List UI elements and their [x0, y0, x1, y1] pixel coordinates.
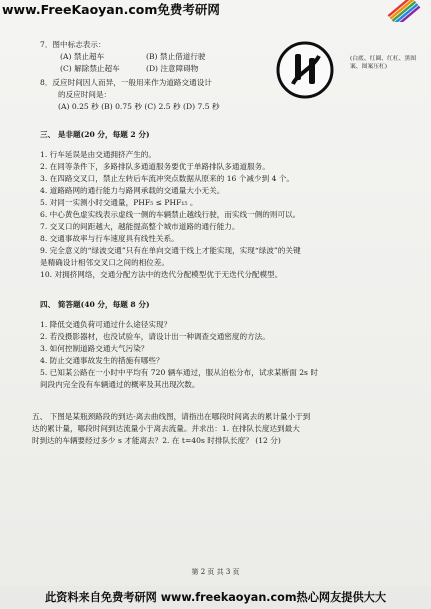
- sec4-item-5: 5. 已知某公路在一小时中平均有 720 辆车通过，服从泊松分布，试求某断面 2s 时: [40, 368, 318, 377]
- sign-caption: (白底、红圈、红杠、黑图案、图案压杠): [350, 56, 417, 70]
- sec5-line2: 达的累计量，哪段时间到达流量小于离去流量。并求出：1. 在排队长度达到最大: [32, 424, 300, 433]
- q7-option-c: (C) 解除禁止超车: [60, 64, 120, 73]
- q8-line1: 8．反应时间因人而异，一般用来作为道路交通设计: [40, 78, 212, 87]
- site-logo-icon: [385, 0, 425, 22]
- sec3-item-9: 9. 完全意义的“绿波交通”只有在单向交通干线上才能实现，实现“绿波”的关键: [40, 246, 301, 255]
- sec3-item-9-cont: 是精确设计相邻交叉口之间的相位差。: [40, 258, 170, 267]
- sec3-item-6: 6. 中心黄色虚实线表示虚线一侧的车辆禁止越线行驶，而实线一侧的则可以。: [40, 210, 301, 219]
- sec3-item-7: 7. 交叉口的间距越大，越能提高整个城市道路的通行能力。: [40, 222, 240, 231]
- sec4-item-3: 3. 如何控制道路交通大气污染？: [40, 344, 149, 353]
- site-watermark-header: [0, 0, 431, 20]
- section3-title: 三、 是非题(20 分，每题 2 分): [40, 130, 150, 139]
- sec3-item-3: 3. 在四路交叉口，禁止左转后车流冲突点数据从原来的 16 个减少到 4 个。: [40, 174, 295, 183]
- page-number: 第 2 页 共 3 页: [191, 568, 240, 576]
- sec4-item-1: 1. 降低交通负荷可通过什么途径实现？: [40, 320, 172, 329]
- sec3-item-4: 4. 道路路网的通行能力与路网承载的交通量大小无关。: [40, 186, 225, 195]
- q7-option-a: (A) 禁止超车: [60, 52, 105, 61]
- q7-option-d: (D) 注意障碍物: [146, 64, 199, 73]
- footer-watermark-banner: [0, 586, 431, 609]
- q7-stem: 7．图中标志表示：: [40, 40, 106, 49]
- sec3-item-5: 5. 对同一实测小时交通量，PHF₅ ≤ PHF₁₅ 。: [40, 198, 198, 207]
- sec3-item-8: 8. 交通事故率与行车速度具有线性关系。: [40, 234, 179, 243]
- q8-options: (A) 0.25 秒 (B) 0.75 秒 (C) 2.5 秒 (D) 7.5 秒: [58, 102, 220, 111]
- sec4-item-5-cont: 间段内完全没有车辆通过的概率及其出现次数。: [40, 380, 200, 389]
- sec5-line1: 五、 下图是某瓶颈路段的到达-离去曲线图，请指出在哪段时间离去的累计量小于到: [32, 412, 311, 421]
- footer-watermark-text: 此资料来自免费考研网 www.freekaoyan.com热心网友提供大大: [44, 591, 387, 604]
- sec4-item-2: 2. 若没摄影器材，也没试验车，请设计出一种调查交通密度的方法。: [40, 332, 270, 341]
- sec3-item-10: 10. 对拥挤网络，交通分配方法中的迭代分配模型优于无迭代分配模型。: [40, 270, 283, 279]
- sec3-item-2: 2. 在同等条件下，多路排队多通道服务要优于单路排队多通道服务。: [40, 162, 270, 171]
- no-overtaking-end-sign: [275, 40, 335, 100]
- traffic-sign-icon: [275, 40, 335, 100]
- sec3-item-1: 1. 行车延误是由交通拥挤产生的。: [40, 150, 156, 159]
- sec4-item-4: 4. 防止交通事故发生的措施有哪些？: [40, 356, 164, 365]
- q7-option-b: (B) 禁止借道行驶: [146, 52, 206, 61]
- q8-line2: 的反应时间是：: [58, 90, 112, 99]
- section4-title: 四、 简答题(40 分，每题 8 分): [40, 300, 150, 309]
- site-watermark-text: www.FreeKaoyan.com免费考研网: [2, 2, 220, 17]
- sec5-line3: 时到达的车辆要经过多少 s 才能离去？2. 在 t=40s 时排队长度？ (12 分): [32, 436, 281, 445]
